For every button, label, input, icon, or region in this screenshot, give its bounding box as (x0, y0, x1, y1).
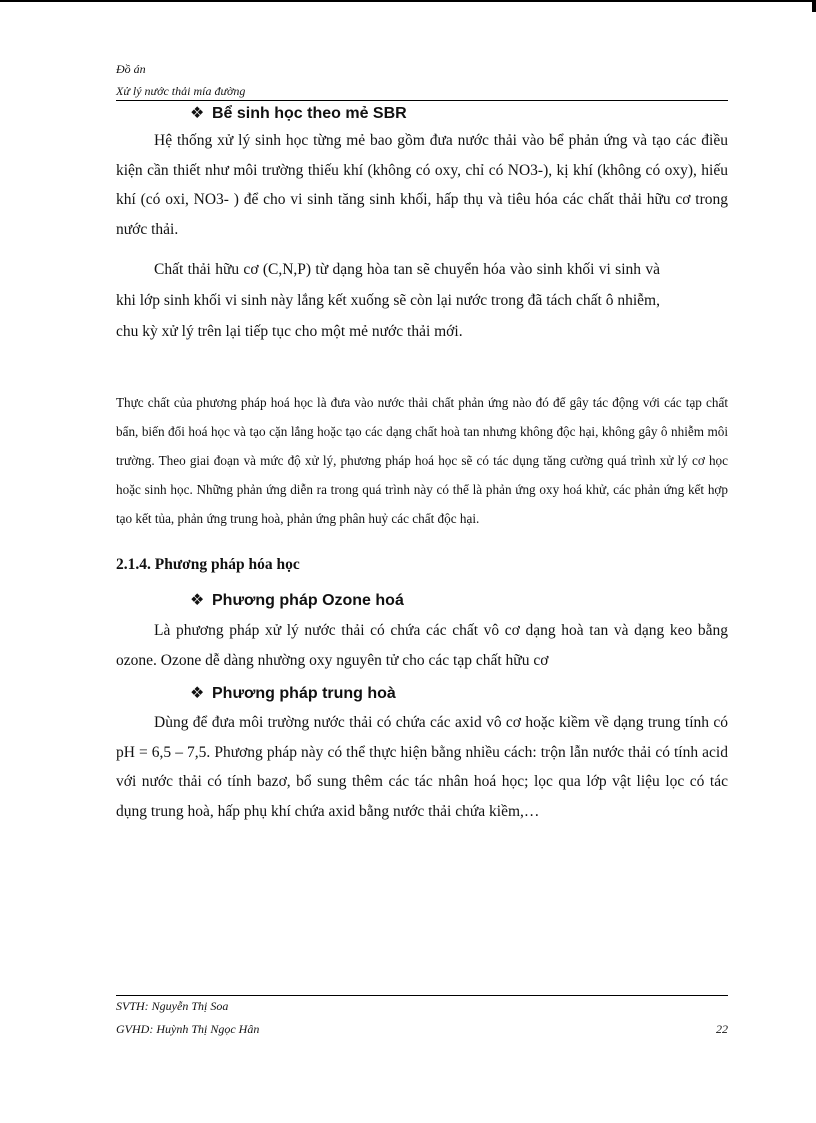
diamond-bullet-icon: ❖ (190, 105, 205, 122)
top-border-tick (812, 0, 816, 12)
sbr-paragraph-2: Chất thải hữu cơ (C,N,P) từ dạng hòa tan sẽ chuyển hóa vào sinh khối vi sinh và khi lớp sinh khối vi sinh này lắng kết xuống sẽ còn lại nước trong đã tách chất ô nhiễm, chu kỳ xử lý trên lại tiếp tục cho một mẻ nước thải mới. (116, 261, 660, 340)
sbr-paragraph-1: Hệ thống xử lý sinh học từng mẻ bao gồm đưa nước thải vào bể phản ứng và tạo các điều kiện cần thiết như môi trường thiếu khí (không có oxy, chỉ có NO3-), kị khí (không có oxy), hiếu khí (có oxi, NO3- ) để cho vi sinh tăng sinh khối, hấp thụ và tiêu hóa các chất thải hữu cơ trong nước thải. (116, 132, 728, 238)
footer-advisor: GVHD: Huỳnh Thị Ngọc Hân (116, 1022, 260, 1036)
header-project-type: Đồ án (116, 62, 146, 76)
diamond-bullet-icon: ❖ (190, 592, 205, 609)
neutralization-heading (190, 683, 396, 703)
sbr-heading (190, 103, 407, 123)
neutralization-paragraph: Dùng để đưa môi trường nước thải có chứa các axid vô cơ hoặc kiềm về dạng trung tính có pH = 6,5 – 7,5. Phương pháp này có thể thực hiện bằng nhiều cách: trộn lẫn nước thải có tính acid với nước thải có tính bazơ, bổ sung thêm các tác nhân hoá học; lọc qua lớp vật liệu lọc có tác dụng trung hoà, hấp phụ khí chứa axid bằng nước thải chứa kiềm,… (116, 714, 728, 820)
footer-student: SVTH: Nguyễn Thị Soa (116, 999, 229, 1013)
sbr-heading-text: Bể sinh học theo mẻ SBR (212, 105, 407, 122)
header-project-title: Xử lý nước thải mía đường (116, 84, 246, 98)
section-heading-2-1-4: 2.1.4. Phương pháp hóa học (116, 556, 300, 573)
chemical-intro-paragraph: Thực chất của phương pháp hoá học là đưa vào nước thải chất phản ứng nào đó để gây tác động với các tạp chất bẩn, biến đổi hoá học và tạo cặn lắng hoặc tạo các dạng chất hoà tan nhưng không độc hại, không gây ô nhiễm môi trường. Theo giai đoạn và mức độ xử lý, phương pháp hoá học sẽ có tác dụng tăng cường quá trình xử lý cơ học hoặc sinh học. Những phản ứng diễn ra trong quá trình này có thể là phản ứng oxy hoá khử, các phản ứng kết hợp tạo kết tủa, phản ứng trung hoà, phản ứng phân huỷ các chất độc hại. (116, 395, 728, 526)
header-divider (116, 100, 728, 101)
ozone-heading (190, 590, 404, 610)
page-number: 22 (716, 1022, 728, 1036)
top-border (0, 0, 816, 2)
ozone-heading-text: Phương pháp Ozone hoá (212, 592, 404, 609)
neutralization-heading-text: Phương pháp trung hoà (212, 685, 396, 702)
diamond-bullet-icon: ❖ (190, 685, 205, 702)
footer-divider (116, 995, 728, 996)
ozone-paragraph: Là phương pháp xử lý nước thải có chứa các chất vô cơ dạng hoà tan và dạng keo bằng ozone. Ozone dễ dàng nhường oxy nguyên tử cho các tạp chất hữu cơ (116, 622, 728, 669)
